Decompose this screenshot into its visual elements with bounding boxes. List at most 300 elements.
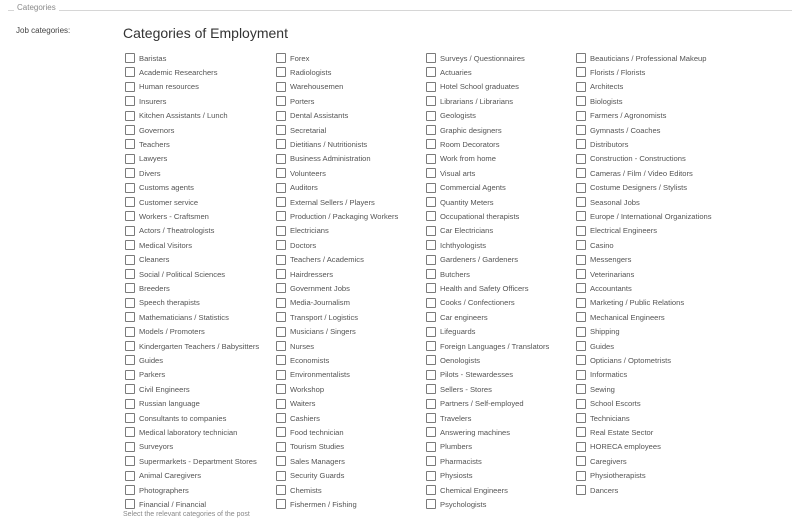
category-option[interactable] bbox=[576, 398, 641, 410]
category-option[interactable] bbox=[576, 210, 712, 222]
category-checkbox[interactable] bbox=[125, 111, 135, 121]
category-checkbox[interactable] bbox=[276, 111, 286, 121]
category-checkbox[interactable] bbox=[125, 442, 135, 452]
category-checkbox[interactable] bbox=[276, 413, 286, 423]
category-option[interactable] bbox=[276, 254, 364, 266]
category-checkbox[interactable] bbox=[276, 427, 286, 437]
category-checkbox[interactable] bbox=[576, 168, 586, 178]
category-checkbox[interactable] bbox=[276, 312, 286, 322]
category-label: Pharmacists bbox=[440, 456, 482, 466]
category-checkbox[interactable] bbox=[426, 111, 436, 121]
category-checkbox[interactable] bbox=[576, 139, 586, 149]
page-title: Categories of Employment bbox=[123, 25, 288, 41]
category-label: Waiters bbox=[290, 399, 316, 409]
category-checkbox[interactable] bbox=[276, 355, 286, 365]
category-checkbox[interactable] bbox=[426, 168, 436, 178]
category-label: Environmentalists bbox=[290, 370, 350, 380]
category-option[interactable] bbox=[576, 412, 630, 424]
category-option[interactable] bbox=[576, 455, 627, 467]
category-checkbox[interactable] bbox=[576, 370, 586, 380]
category-option[interactable] bbox=[576, 311, 665, 323]
category-option[interactable] bbox=[276, 326, 356, 338]
category-option[interactable] bbox=[125, 326, 205, 338]
category-checkbox[interactable] bbox=[125, 471, 135, 481]
category-checkbox[interactable] bbox=[125, 269, 135, 279]
category-label: Car Electricians bbox=[440, 226, 494, 236]
category-option[interactable] bbox=[426, 210, 519, 222]
category-checkbox[interactable] bbox=[125, 255, 135, 265]
category-checkbox[interactable] bbox=[426, 327, 436, 337]
category-checkbox[interactable] bbox=[426, 485, 436, 495]
category-option[interactable] bbox=[276, 167, 326, 179]
category-option[interactable] bbox=[125, 383, 190, 395]
category-checkbox[interactable] bbox=[276, 269, 286, 279]
category-checkbox[interactable] bbox=[576, 197, 586, 207]
category-option[interactable] bbox=[276, 138, 367, 150]
category-checkbox[interactable] bbox=[276, 96, 286, 106]
category-option[interactable] bbox=[576, 426, 653, 438]
category-checkbox[interactable] bbox=[426, 211, 436, 221]
category-checkbox[interactable] bbox=[576, 485, 586, 495]
category-checkbox[interactable] bbox=[276, 442, 286, 452]
category-option[interactable] bbox=[125, 124, 174, 136]
category-checkbox[interactable] bbox=[426, 442, 436, 452]
category-option[interactable] bbox=[125, 369, 165, 381]
category-option[interactable] bbox=[426, 110, 476, 122]
category-checkbox[interactable] bbox=[125, 197, 135, 207]
category-checkbox[interactable] bbox=[426, 67, 436, 77]
category-label: Mathematicians / Statistics bbox=[139, 312, 229, 322]
category-option[interactable] bbox=[576, 354, 671, 366]
category-checkbox[interactable] bbox=[125, 427, 135, 437]
category-checkbox[interactable] bbox=[276, 255, 286, 265]
category-option[interactable] bbox=[125, 426, 237, 438]
category-option[interactable] bbox=[276, 412, 320, 424]
category-option[interactable] bbox=[125, 498, 206, 510]
category-option[interactable] bbox=[276, 311, 358, 323]
category-option[interactable] bbox=[426, 311, 488, 323]
category-checkbox[interactable] bbox=[576, 413, 586, 423]
category-option[interactable] bbox=[276, 297, 350, 309]
category-checkbox[interactable] bbox=[426, 471, 436, 481]
category-checkbox[interactable] bbox=[276, 499, 286, 509]
category-label: Radiologists bbox=[290, 67, 332, 77]
category-checkbox[interactable] bbox=[276, 67, 286, 77]
category-checkbox[interactable] bbox=[576, 53, 586, 63]
category-label: Seasonal Jobs bbox=[590, 197, 640, 207]
category-label: Civil Engineers bbox=[139, 384, 190, 394]
category-label: Marketing / Public Relations bbox=[590, 298, 685, 308]
category-option[interactable] bbox=[576, 369, 627, 381]
category-checkbox[interactable] bbox=[426, 399, 436, 409]
category-option[interactable] bbox=[426, 225, 493, 237]
category-checkbox[interactable] bbox=[576, 471, 586, 481]
category-checkbox[interactable] bbox=[276, 341, 286, 351]
category-checkbox[interactable] bbox=[426, 384, 436, 394]
category-checkbox[interactable] bbox=[125, 298, 135, 308]
category-checkbox[interactable] bbox=[576, 82, 586, 92]
category-checkbox[interactable] bbox=[125, 341, 135, 351]
category-checkbox[interactable] bbox=[426, 269, 436, 279]
category-option[interactable] bbox=[125, 81, 199, 93]
category-label: Insurers bbox=[139, 96, 167, 106]
category-option[interactable] bbox=[426, 196, 494, 208]
category-checkbox[interactable] bbox=[125, 312, 135, 322]
category-option[interactable] bbox=[276, 470, 344, 482]
category-option[interactable] bbox=[276, 239, 316, 251]
category-option[interactable] bbox=[426, 484, 508, 496]
category-option[interactable] bbox=[125, 182, 194, 194]
category-checkbox[interactable] bbox=[426, 240, 436, 250]
category-option[interactable] bbox=[576, 254, 631, 266]
category-option[interactable] bbox=[426, 383, 492, 395]
category-option[interactable] bbox=[276, 340, 314, 352]
category-checkbox[interactable] bbox=[576, 67, 586, 77]
category-checkbox[interactable] bbox=[125, 355, 135, 365]
category-label: Oenologists bbox=[440, 355, 481, 365]
category-option[interactable] bbox=[576, 239, 614, 251]
category-option[interactable] bbox=[276, 369, 350, 381]
category-option[interactable] bbox=[426, 412, 471, 424]
category-label: Gardeners / Gardeners bbox=[440, 255, 519, 265]
category-checkbox[interactable] bbox=[125, 485, 135, 495]
category-checkbox[interactable] bbox=[426, 197, 436, 207]
category-checkbox[interactable] bbox=[576, 125, 586, 135]
category-checkbox[interactable] bbox=[576, 327, 586, 337]
category-label: Sewing bbox=[590, 384, 615, 394]
category-option[interactable] bbox=[426, 340, 549, 352]
category-option[interactable] bbox=[276, 81, 343, 93]
category-checkbox[interactable] bbox=[426, 427, 436, 437]
category-label: Tourism Studies bbox=[290, 442, 345, 452]
category-option[interactable] bbox=[125, 52, 166, 64]
category-option[interactable] bbox=[426, 326, 475, 338]
category-checkbox[interactable] bbox=[276, 197, 286, 207]
category-checkbox[interactable] bbox=[125, 384, 135, 394]
category-checkbox[interactable] bbox=[426, 183, 436, 193]
category-option[interactable] bbox=[125, 398, 200, 410]
category-checkbox[interactable] bbox=[276, 82, 286, 92]
category-option[interactable] bbox=[426, 369, 513, 381]
category-option[interactable] bbox=[576, 196, 640, 208]
category-option[interactable] bbox=[276, 354, 329, 366]
category-option[interactable] bbox=[576, 182, 687, 194]
category-option[interactable] bbox=[125, 254, 169, 266]
category-checkbox[interactable] bbox=[576, 312, 586, 322]
category-option[interactable] bbox=[276, 484, 322, 496]
category-checkbox[interactable] bbox=[125, 370, 135, 380]
category-checkbox[interactable] bbox=[276, 211, 286, 221]
category-option[interactable] bbox=[125, 470, 201, 482]
category-label: Human resources bbox=[139, 82, 199, 92]
category-label: Pilots - Stewardesses bbox=[440, 370, 514, 380]
category-option[interactable] bbox=[426, 426, 510, 438]
category-checkbox[interactable] bbox=[125, 413, 135, 423]
category-checkbox[interactable] bbox=[426, 413, 436, 423]
category-checkbox[interactable] bbox=[125, 154, 135, 164]
category-checkbox[interactable] bbox=[576, 399, 586, 409]
category-option[interactable] bbox=[576, 52, 707, 64]
category-label: Mechanical Engineers bbox=[590, 312, 665, 322]
category-label: Florists / Florists bbox=[590, 67, 646, 77]
category-option[interactable] bbox=[426, 167, 475, 179]
category-label: Dancers bbox=[590, 485, 619, 495]
category-checkbox[interactable] bbox=[276, 283, 286, 293]
category-checkbox[interactable] bbox=[125, 96, 135, 106]
category-label: Russian language bbox=[139, 399, 200, 409]
category-option[interactable] bbox=[426, 153, 496, 165]
category-option[interactable] bbox=[125, 66, 218, 78]
category-option[interactable] bbox=[125, 441, 173, 453]
category-option[interactable] bbox=[125, 455, 257, 467]
category-checkbox[interactable] bbox=[426, 456, 436, 466]
category-option[interactable] bbox=[576, 66, 645, 78]
category-label: Medical Visitors bbox=[139, 240, 193, 250]
category-option[interactable] bbox=[276, 426, 344, 438]
category-option[interactable] bbox=[576, 282, 632, 294]
category-checkbox[interactable] bbox=[426, 355, 436, 365]
category-checkbox[interactable] bbox=[426, 139, 436, 149]
category-checkbox[interactable] bbox=[276, 384, 286, 394]
category-option[interactable] bbox=[576, 124, 660, 136]
category-checkbox[interactable] bbox=[276, 298, 286, 308]
category-checkbox[interactable] bbox=[426, 226, 436, 236]
category-label: Psychologists bbox=[440, 499, 487, 509]
category-option[interactable] bbox=[576, 326, 620, 338]
category-checkbox[interactable] bbox=[576, 269, 586, 279]
category-checkbox[interactable] bbox=[125, 168, 135, 178]
category-checkbox[interactable] bbox=[426, 53, 436, 63]
category-option[interactable] bbox=[426, 470, 473, 482]
category-option[interactable] bbox=[576, 441, 661, 453]
category-option[interactable] bbox=[426, 354, 480, 366]
category-option[interactable] bbox=[276, 196, 375, 208]
category-checkbox[interactable] bbox=[276, 139, 286, 149]
category-checkbox[interactable] bbox=[125, 139, 135, 149]
category-option[interactable] bbox=[276, 182, 318, 194]
category-option[interactable] bbox=[125, 340, 259, 352]
category-checkbox[interactable] bbox=[576, 240, 586, 250]
fieldset-border bbox=[8, 10, 792, 11]
category-checkbox[interactable] bbox=[426, 298, 436, 308]
category-label: Shipping bbox=[590, 327, 620, 337]
fieldset-legend: Categories bbox=[14, 3, 59, 12]
job-categories-label: Job categories: bbox=[16, 26, 71, 35]
category-label: Veterinarians bbox=[590, 269, 635, 279]
category-checkbox[interactable] bbox=[576, 183, 586, 193]
category-option[interactable] bbox=[426, 66, 472, 78]
category-checkbox[interactable] bbox=[576, 384, 586, 394]
category-label: Academic Researchers bbox=[139, 67, 218, 77]
category-option[interactable] bbox=[426, 124, 502, 136]
category-option[interactable] bbox=[426, 282, 529, 294]
category-checkbox[interactable] bbox=[426, 82, 436, 92]
category-option[interactable] bbox=[576, 138, 628, 150]
category-option[interactable] bbox=[125, 268, 225, 280]
category-checkbox[interactable] bbox=[125, 53, 135, 63]
category-label: Librarians / Librarians bbox=[440, 96, 514, 106]
category-option[interactable] bbox=[576, 268, 634, 280]
category-checkbox[interactable] bbox=[276, 471, 286, 481]
category-checkbox[interactable] bbox=[576, 341, 586, 351]
category-option[interactable] bbox=[426, 182, 506, 194]
category-option[interactable] bbox=[276, 66, 331, 78]
category-option[interactable] bbox=[576, 81, 623, 93]
category-option[interactable] bbox=[276, 455, 345, 467]
category-option[interactable] bbox=[125, 239, 192, 251]
category-option[interactable] bbox=[125, 225, 214, 237]
category-label: Guides bbox=[139, 355, 164, 365]
helper-text: Select the relevant categories of the post bbox=[123, 511, 250, 518]
category-option[interactable] bbox=[276, 225, 329, 237]
category-option[interactable] bbox=[125, 110, 228, 122]
category-checkbox[interactable] bbox=[276, 168, 286, 178]
category-option[interactable] bbox=[426, 398, 524, 410]
category-option[interactable] bbox=[125, 297, 200, 309]
category-option[interactable] bbox=[276, 210, 398, 222]
category-checkbox[interactable] bbox=[576, 355, 586, 365]
category-checkbox[interactable] bbox=[426, 499, 436, 509]
category-checkbox[interactable] bbox=[426, 312, 436, 322]
category-option[interactable] bbox=[426, 52, 525, 64]
category-checkbox[interactable] bbox=[125, 183, 135, 193]
category-checkbox[interactable] bbox=[576, 154, 586, 164]
category-checkbox[interactable] bbox=[576, 298, 586, 308]
category-label: Lifeguards bbox=[440, 327, 476, 337]
category-option[interactable] bbox=[576, 225, 657, 237]
category-option[interactable] bbox=[576, 484, 618, 496]
category-option[interactable] bbox=[576, 383, 615, 395]
category-option[interactable] bbox=[125, 311, 229, 323]
category-option[interactable] bbox=[276, 153, 371, 165]
category-checkbox[interactable] bbox=[276, 53, 286, 63]
category-option[interactable] bbox=[276, 124, 326, 136]
category-label: Kitchen Assistants / Lunch bbox=[139, 111, 228, 121]
category-checkbox[interactable] bbox=[576, 96, 586, 106]
category-option[interactable] bbox=[276, 110, 348, 122]
category-checkbox[interactable] bbox=[426, 96, 436, 106]
category-label: Teachers / Academics bbox=[290, 255, 364, 265]
category-checkbox[interactable] bbox=[125, 283, 135, 293]
category-checkbox[interactable] bbox=[276, 399, 286, 409]
category-checkbox[interactable] bbox=[125, 226, 135, 236]
category-checkbox[interactable] bbox=[576, 442, 586, 452]
category-option[interactable] bbox=[426, 297, 515, 309]
category-option[interactable] bbox=[576, 297, 684, 309]
category-option[interactable] bbox=[426, 441, 472, 453]
category-checkbox[interactable] bbox=[125, 456, 135, 466]
category-checkbox[interactable] bbox=[426, 370, 436, 380]
category-checkbox[interactable] bbox=[426, 154, 436, 164]
category-label: Doctors bbox=[290, 240, 317, 250]
category-checkbox[interactable] bbox=[125, 82, 135, 92]
category-checkbox[interactable] bbox=[276, 240, 286, 250]
category-option[interactable] bbox=[125, 484, 189, 496]
category-option[interactable] bbox=[276, 383, 324, 395]
category-checkbox[interactable] bbox=[576, 456, 586, 466]
category-label: Social / Political Sciences bbox=[139, 269, 226, 279]
category-label: Supermarkets - Department Stores bbox=[139, 456, 257, 466]
category-checkbox[interactable] bbox=[426, 341, 436, 351]
category-option[interactable] bbox=[125, 138, 170, 150]
category-checkbox[interactable] bbox=[276, 485, 286, 495]
category-checkbox[interactable] bbox=[125, 399, 135, 409]
category-option[interactable] bbox=[276, 95, 314, 107]
category-label: Actors / Theatrologists bbox=[139, 226, 215, 236]
category-option[interactable] bbox=[426, 239, 486, 251]
category-option[interactable] bbox=[276, 282, 350, 294]
category-option[interactable] bbox=[125, 167, 161, 179]
category-checkbox[interactable] bbox=[276, 125, 286, 135]
category-option[interactable] bbox=[276, 398, 315, 410]
category-option[interactable] bbox=[125, 153, 167, 165]
category-option[interactable] bbox=[576, 153, 686, 165]
category-option[interactable] bbox=[576, 167, 693, 179]
category-option[interactable] bbox=[276, 52, 309, 64]
category-option[interactable] bbox=[426, 81, 519, 93]
category-checkbox[interactable] bbox=[125, 327, 135, 337]
category-label: Teachers bbox=[139, 139, 170, 149]
category-option[interactable] bbox=[125, 95, 166, 107]
category-label: Economists bbox=[290, 355, 330, 365]
category-label: Casino bbox=[590, 240, 614, 250]
category-checkbox[interactable] bbox=[576, 427, 586, 437]
category-checkbox[interactable] bbox=[576, 211, 586, 221]
category-checkbox[interactable] bbox=[276, 226, 286, 236]
category-checkbox[interactable] bbox=[276, 183, 286, 193]
category-option[interactable] bbox=[426, 455, 482, 467]
category-checkbox[interactable] bbox=[125, 499, 135, 509]
category-option[interactable] bbox=[426, 254, 518, 266]
category-checkbox[interactable] bbox=[576, 255, 586, 265]
category-label: Parkers bbox=[139, 370, 166, 380]
category-option[interactable] bbox=[576, 110, 666, 122]
category-option[interactable] bbox=[125, 210, 209, 222]
category-option[interactable] bbox=[125, 412, 226, 424]
category-checkbox[interactable] bbox=[426, 125, 436, 135]
category-option[interactable] bbox=[125, 354, 163, 366]
category-checkbox[interactable] bbox=[576, 283, 586, 293]
category-checkbox[interactable] bbox=[426, 255, 436, 265]
category-option[interactable] bbox=[426, 268, 470, 280]
category-checkbox[interactable] bbox=[125, 125, 135, 135]
category-option[interactable] bbox=[426, 138, 500, 150]
category-checkbox[interactable] bbox=[576, 226, 586, 236]
category-option[interactable] bbox=[576, 470, 646, 482]
category-label: Porters bbox=[290, 96, 315, 106]
category-option[interactable] bbox=[276, 441, 344, 453]
category-option[interactable] bbox=[576, 95, 623, 107]
category-checkbox[interactable] bbox=[426, 283, 436, 293]
category-checkbox[interactable] bbox=[276, 154, 286, 164]
category-option[interactable] bbox=[426, 498, 486, 510]
category-checkbox[interactable] bbox=[276, 370, 286, 380]
category-option[interactable] bbox=[125, 282, 170, 294]
category-option[interactable] bbox=[426, 95, 513, 107]
category-checkbox[interactable] bbox=[125, 211, 135, 221]
category-label: Customs agents bbox=[139, 183, 194, 193]
category-option[interactable] bbox=[576, 340, 614, 352]
category-option[interactable] bbox=[125, 196, 198, 208]
category-checkbox[interactable] bbox=[276, 327, 286, 337]
category-checkbox[interactable] bbox=[576, 111, 586, 121]
category-option[interactable] bbox=[276, 498, 357, 510]
category-option[interactable] bbox=[276, 268, 333, 280]
category-checkbox[interactable] bbox=[276, 456, 286, 466]
category-label: Electrical Engineers bbox=[590, 226, 658, 236]
category-checkbox[interactable] bbox=[125, 67, 135, 77]
category-checkbox[interactable] bbox=[125, 240, 135, 250]
